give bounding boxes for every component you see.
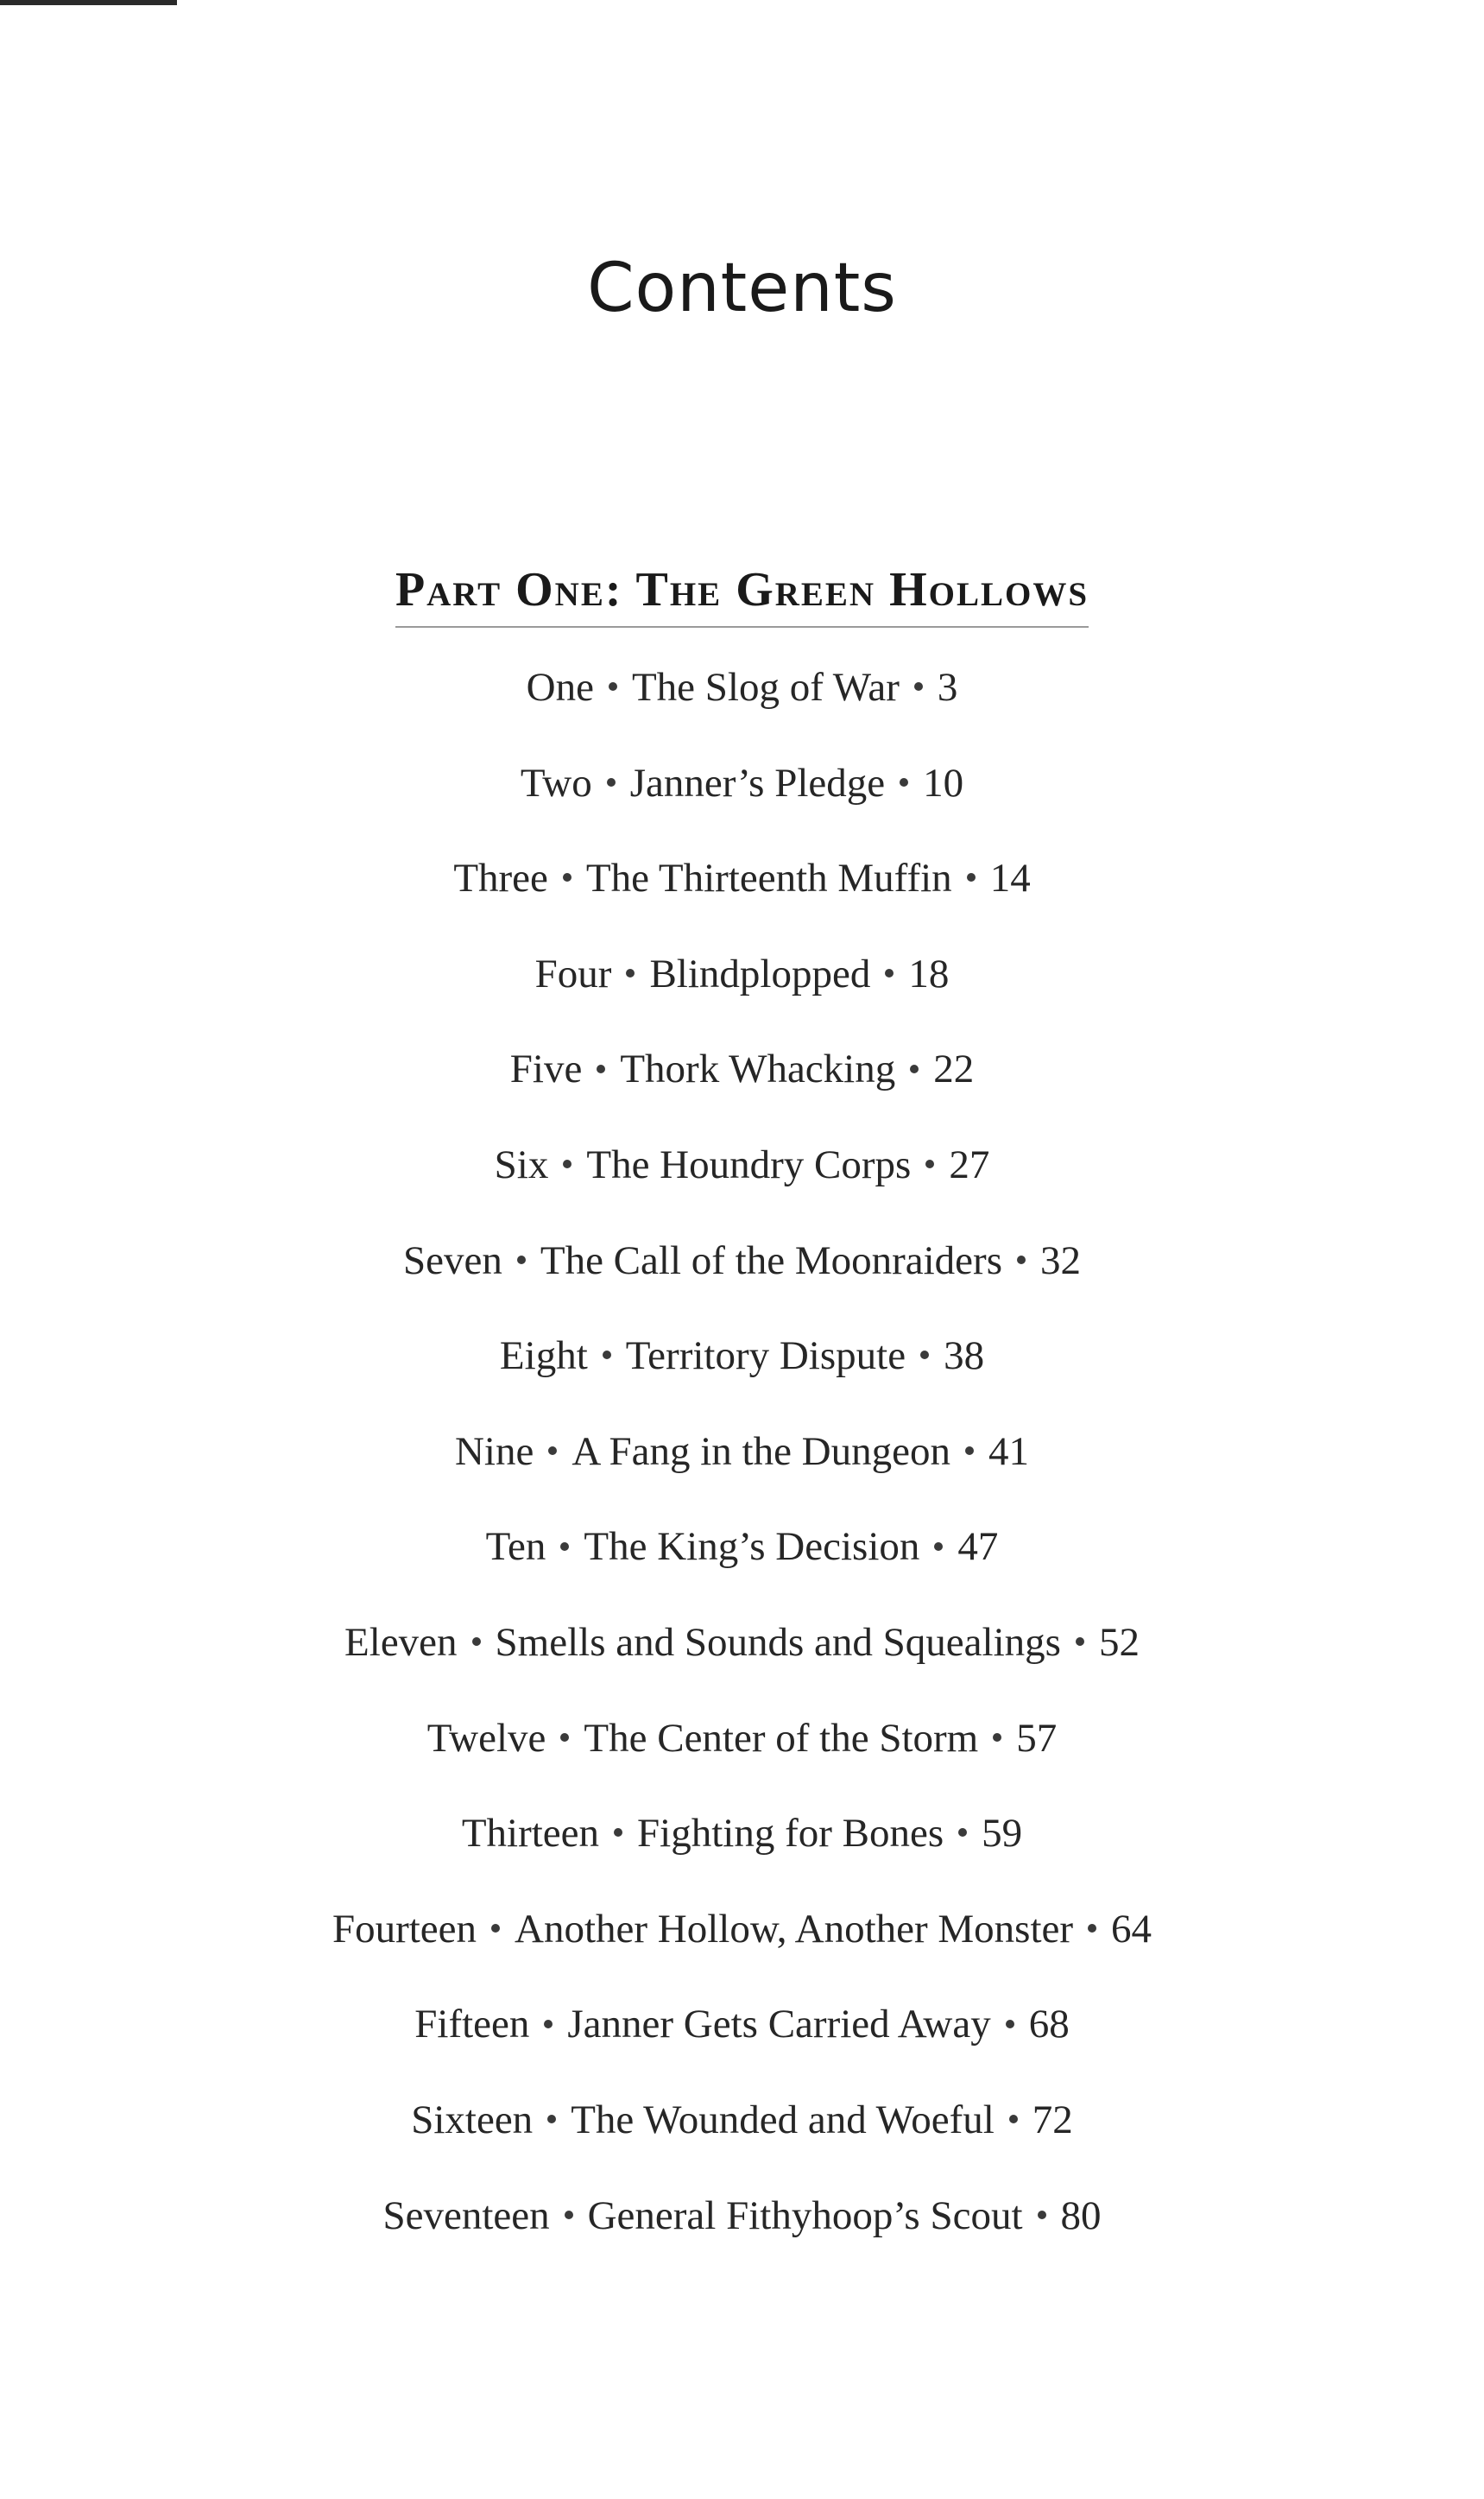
bullet-icon — [1009, 2115, 1018, 2123]
chapter-number: Nine — [454, 1428, 534, 1474]
toc-entry — [0, 2089, 1484, 2185]
bullet-icon — [548, 1446, 557, 1455]
bullet-icon — [563, 873, 571, 882]
bullet-icon — [544, 2020, 553, 2028]
chapter-number: Seventeen — [382, 2192, 550, 2238]
bullet-icon — [967, 873, 976, 882]
chapter-title: A Fang in the Dungeon — [571, 1428, 950, 1474]
page-number: 68 — [1028, 2002, 1070, 2047]
toc-entry — [0, 656, 1484, 752]
page-number: 10 — [923, 760, 964, 806]
bullet-icon — [565, 2211, 573, 2219]
chapter-title: Thork Whacking — [620, 1047, 896, 1092]
toc-entry — [0, 2185, 1484, 2281]
page-number: 80 — [1060, 2192, 1102, 2238]
toc-entry — [0, 1038, 1484, 1134]
chapter-title: The Wounded and Woeful — [571, 2097, 995, 2142]
chapter-number: Seven — [402, 1237, 502, 1283]
chapter-title: The Center of the Storm — [584, 1715, 979, 1761]
page-number: 27 — [949, 1142, 990, 1187]
page-number: 41 — [988, 1428, 1029, 1474]
chapter-title: Fighting for Bones — [637, 1811, 944, 1857]
chapter-title: The King’s Decision — [584, 1524, 920, 1570]
bullet-icon — [597, 1065, 605, 1073]
toc-entry — [0, 1611, 1484, 1707]
chapter-number: Six — [494, 1142, 549, 1187]
page-number: 32 — [1040, 1237, 1081, 1283]
page-number: 57 — [1016, 1715, 1058, 1761]
bullet-icon — [885, 969, 894, 977]
part-heading-text: Part One: The Green Hollows — [395, 566, 1089, 628]
toc-entry — [0, 1325, 1484, 1420]
chapter-number: Two — [520, 760, 592, 806]
chapter-number: One — [526, 665, 594, 710]
chapter-title: Another Hollow, Another Monster — [515, 1906, 1074, 1952]
toc-entry — [0, 1420, 1484, 1516]
bullet-icon — [910, 1065, 919, 1073]
chapter-number: Five — [509, 1047, 583, 1092]
chapter-number: Fourteen — [332, 1906, 477, 1952]
chapter-title: Janner Gets Carried Away — [567, 2002, 991, 2047]
chapter-title: General Fithyhoop’s Scout — [587, 2192, 1023, 2238]
scan-edge-mark — [0, 0, 177, 5]
chapter-title: The Slog of War — [631, 665, 900, 710]
chapter-title: The Call of the Moonraiders — [540, 1237, 1002, 1283]
toc-entry — [0, 1134, 1484, 1230]
bullet-icon — [563, 1160, 571, 1168]
chapter-title: The Houndry Corps — [586, 1142, 912, 1187]
chapter-number: Ten — [485, 1524, 546, 1570]
bullet-icon — [1017, 1256, 1026, 1264]
page-number: 3 — [937, 665, 958, 710]
bullet-icon — [517, 1256, 526, 1264]
toc-entry — [0, 1802, 1484, 1898]
page-title: Contents — [587, 250, 897, 327]
chapter-number: Sixteen — [411, 2097, 534, 2142]
bullet-icon — [920, 1351, 929, 1359]
page-number: 59 — [982, 1811, 1023, 1857]
bullet-icon — [900, 778, 908, 787]
bullet-icon — [1006, 2020, 1014, 2028]
bullet-icon — [925, 1160, 934, 1168]
chapter-number: Fifteen — [414, 2002, 530, 2047]
bullet-icon — [603, 1351, 611, 1359]
chapter-title: Janner’s Pledge — [629, 760, 886, 806]
page-number: 22 — [933, 1047, 975, 1092]
page-number: 72 — [1032, 2097, 1073, 2142]
bullet-icon — [1088, 1924, 1096, 1933]
bullet-icon — [609, 682, 617, 691]
page-number: 38 — [944, 1333, 985, 1379]
toc-entry — [0, 1993, 1484, 2089]
toc-entry — [0, 943, 1484, 1039]
toc-entry — [0, 1515, 1484, 1611]
page-number: 52 — [1098, 1619, 1140, 1665]
bullet-icon — [993, 1733, 1001, 1742]
chapter-number: Eleven — [344, 1619, 458, 1665]
bullet-icon — [965, 1446, 974, 1455]
table-of-contents — [0, 656, 1484, 2280]
bullet-icon — [472, 1637, 481, 1646]
page-number: 18 — [908, 951, 950, 996]
bullet-icon — [547, 2115, 556, 2123]
chapter-number: Three — [453, 856, 548, 902]
page-number: 47 — [957, 1524, 999, 1570]
bullet-icon — [560, 1733, 569, 1742]
page-number: 14 — [989, 856, 1031, 902]
toc-entry — [0, 847, 1484, 943]
bullet-icon — [491, 1924, 500, 1933]
chapter-title: Smells and Sounds and Squealings — [495, 1619, 1061, 1665]
chapter-title: The Thirteenth Muffin — [585, 856, 952, 902]
bullet-icon — [560, 1542, 569, 1551]
page-number: 64 — [1111, 1906, 1152, 1952]
bullet-icon — [1076, 1637, 1084, 1646]
bullet-icon — [607, 778, 616, 787]
bullet-icon — [1038, 2211, 1046, 2219]
bullet-icon — [914, 682, 923, 691]
bullet-icon — [626, 969, 635, 977]
chapter-number: Twelve — [426, 1715, 546, 1761]
chapter-number: Thirteen — [461, 1811, 600, 1857]
part-heading — [0, 563, 1484, 628]
bullet-icon — [958, 1828, 967, 1837]
toc-entry — [0, 752, 1484, 848]
chapter-title: Territory Dispute — [625, 1333, 906, 1379]
bullet-icon — [614, 1828, 622, 1837]
toc-entry — [0, 1707, 1484, 1803]
toc-entry — [0, 1898, 1484, 1994]
chapter-number: Four — [534, 951, 612, 996]
chapter-title: Blindplopped — [649, 951, 871, 996]
chapter-number: Eight — [499, 1333, 588, 1379]
bullet-icon — [934, 1542, 943, 1551]
toc-entry — [0, 1230, 1484, 1325]
